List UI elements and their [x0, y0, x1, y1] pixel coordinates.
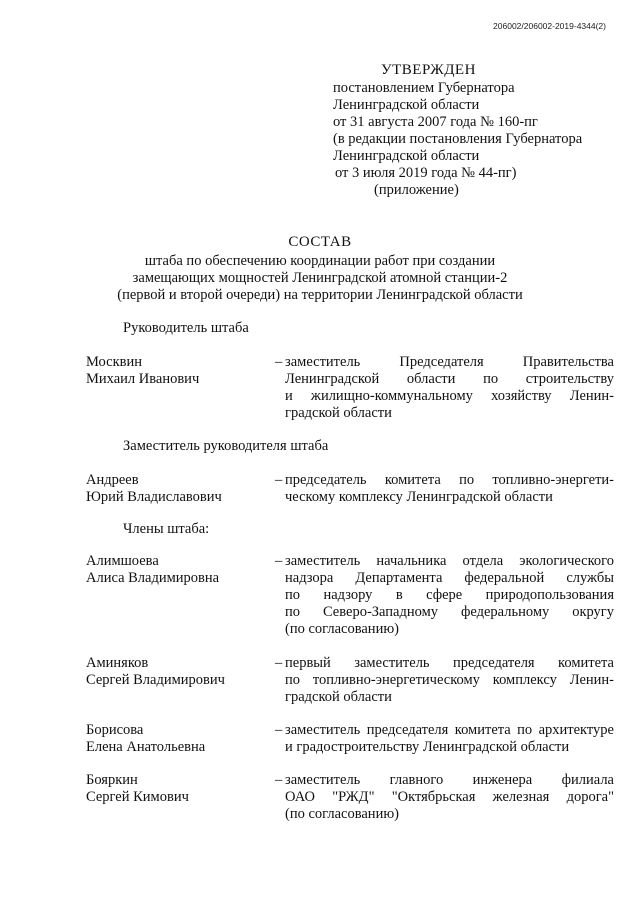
- member-role: [285, 655, 614, 706]
- member-role: [285, 772, 614, 823]
- title-line: штаба по обеспечению координации работ при создании: [144, 253, 496, 269]
- dash-separator: –: [275, 354, 283, 370]
- title-line: (первой и второй очереди) на территории Ленинградской области: [117, 287, 523, 303]
- role-line: (по согласованию): [285, 806, 399, 822]
- approval-line: (в редакции постановления Губернатора: [333, 131, 583, 147]
- member-name: [86, 722, 271, 756]
- approval-line: от 31 августа 2007 года № 160-пг: [333, 114, 538, 130]
- member-name: [86, 472, 271, 506]
- approved-heading: УТВЕРЖДЕН: [381, 62, 476, 78]
- role-line: надзора Департамента федеральной службы: [285, 570, 614, 586]
- role-line: по надзору в сфере природопользования: [285, 587, 614, 603]
- approval-line: постановлением Губернатора: [333, 80, 515, 96]
- approval-line: Ленинградской области: [333, 97, 480, 113]
- document-title: [0, 234, 640, 304]
- role-line: по топливно-энергетическому комплексу Ленин-: [285, 672, 614, 688]
- dash-separator: –: [275, 655, 283, 671]
- dash-separator: –: [275, 722, 283, 738]
- role-line: заместитель начальника отдела экологического: [285, 553, 614, 569]
- member-given-name: Сергей Кимович: [86, 789, 189, 805]
- member-role: [285, 722, 614, 756]
- member-given-name: Михаил Иванович: [86, 371, 200, 387]
- member-given-name: Елена Анатольевна: [86, 739, 206, 755]
- approval-stamp: [333, 62, 623, 199]
- member-given-name: Алиса Владимировна: [86, 570, 220, 586]
- approval-line: Ленинградской области: [333, 148, 480, 164]
- member-surname: Москвин: [86, 354, 142, 370]
- role-line: по Северо-Западному федеральному округу: [285, 604, 614, 620]
- role-line: заместитель Председателя Правительства: [285, 354, 614, 370]
- document-id: 206002/206002-2019-4344(2): [493, 21, 606, 31]
- role-line: (по согласованию): [285, 621, 399, 637]
- member-name: [86, 772, 271, 806]
- role-line: и жилищно-коммунальному хозяйству Ленин-: [285, 388, 614, 404]
- member-surname: Алимшоева: [86, 553, 159, 569]
- member-surname: Бояркин: [86, 772, 138, 788]
- member-role: [285, 553, 614, 638]
- appendix-label: (приложение): [374, 182, 459, 198]
- member-name: [86, 655, 271, 689]
- member-surname: Борисова: [86, 722, 144, 738]
- role-line: председатель комитета по топливно-энергети-: [285, 472, 614, 488]
- role-line: первый заместитель председателя комитета: [285, 655, 614, 671]
- dash-separator: –: [275, 472, 283, 488]
- member-surname: Андреев: [86, 472, 139, 488]
- role-line: градской области: [285, 405, 392, 421]
- title-heading: СОСТАВ: [288, 234, 352, 250]
- role-line: Ленинградской области по строительству: [285, 371, 614, 387]
- role-line: ОАО "РЖД" "Октябрьская железная дорога": [285, 789, 614, 805]
- member-role: [285, 472, 614, 506]
- role-line: заместитель председателя комитета по архитектуре: [285, 722, 614, 738]
- section-deputy-head: Заместитель руководителя штаба: [123, 438, 329, 454]
- member-name: [86, 553, 271, 587]
- member-given-name: Сергей Владимирович: [86, 672, 225, 688]
- approval-line: от 3 июля 2019 года № 44-пг): [335, 165, 517, 181]
- role-line: и градостроительству Ленинградской области: [285, 739, 570, 755]
- role-line: ческому комплексу Ленинградской области: [285, 489, 553, 505]
- member-role: [285, 354, 614, 422]
- member-name: [86, 354, 271, 388]
- role-line: заместитель главного инженера филиала: [285, 772, 614, 788]
- member-surname: Аминяков: [86, 655, 149, 671]
- section-head-of-staff: Руководитель штаба: [123, 320, 249, 336]
- role-line: градской области: [285, 689, 392, 705]
- dash-separator: –: [275, 772, 283, 788]
- title-line: замещающих мощностей Ленинградской атомной станции-2: [132, 270, 508, 286]
- section-staff-members: Члены штаба:: [123, 521, 210, 537]
- member-given-name: Юрий Владиславович: [86, 489, 222, 505]
- dash-separator: –: [275, 553, 283, 569]
